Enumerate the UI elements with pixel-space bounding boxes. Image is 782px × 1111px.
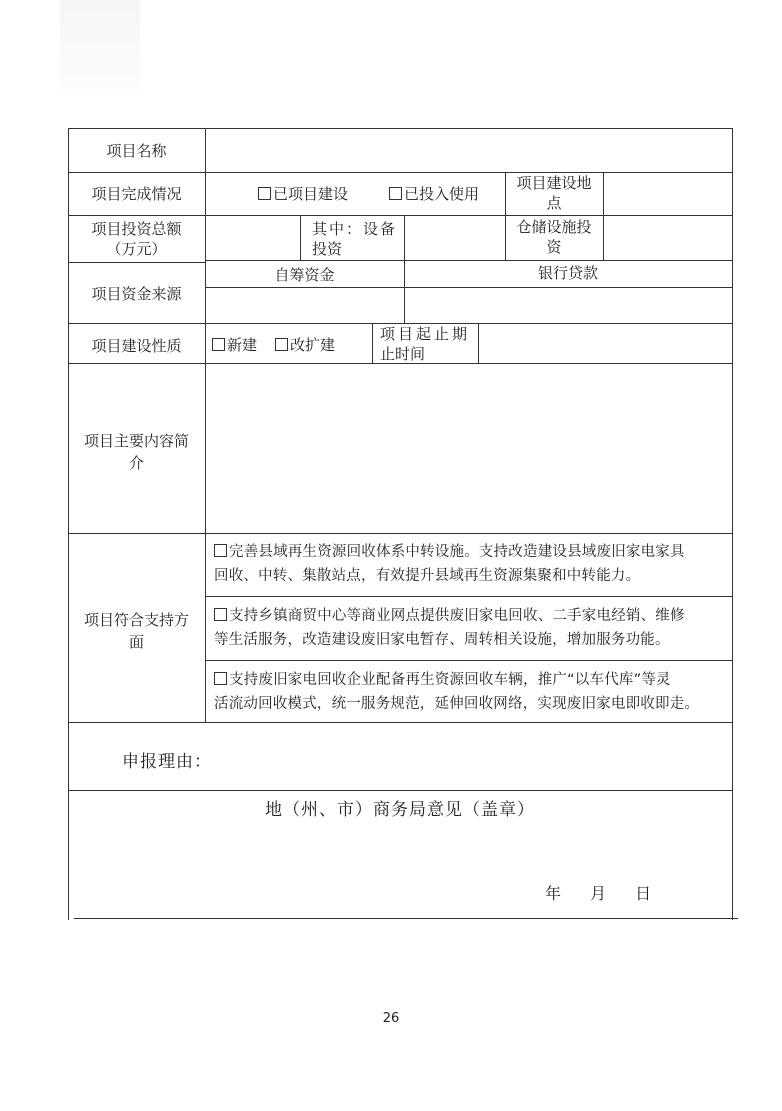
checkbox-icon	[212, 338, 225, 351]
checkbox-icon	[214, 608, 227, 621]
option-new-build[interactable]	[212, 335, 257, 355]
label-equipment-l1: 其中：设备	[312, 220, 398, 238]
option-project-construction[interactable]	[258, 184, 348, 204]
label-reason: 申报理由：	[122, 752, 212, 772]
rule	[68, 722, 732, 723]
rule	[68, 172, 732, 173]
rule	[68, 533, 732, 534]
option-in-use[interactable]	[389, 184, 479, 204]
rule	[372, 323, 373, 363]
option-label: 已投入使用	[404, 185, 480, 203]
support-option-1-line1: 完善县域再生资源回收体系中转设施。支持改造建设县域废旧家电家具	[229, 544, 685, 560]
label-total-investment-l2: （万元）	[106, 240, 167, 258]
rule	[74, 918, 738, 919]
support-option-2[interactable]	[214, 604, 729, 652]
checkbox-icon	[389, 187, 402, 200]
checkbox-icon	[214, 672, 227, 685]
label-date: 年 月 日	[545, 884, 652, 903]
rule	[68, 215, 732, 216]
label-self-raised: 自筹资金	[274, 266, 335, 284]
support-option-2-line2: 等生活服务，改造建设废旧家电暂存、周转相关设施，增加服务功能。	[214, 632, 670, 648]
rule	[205, 660, 732, 661]
label-storage-l2: 资	[546, 238, 562, 256]
rule	[478, 323, 479, 363]
rule	[205, 287, 732, 288]
support-option-1[interactable]	[214, 540, 729, 588]
option-renovation[interactable]	[275, 335, 335, 355]
label-construction-nature: 项目建设性质	[91, 337, 182, 355]
checkbox-icon	[275, 338, 288, 351]
label-bureau-opinion: 地（州、市）商务局意见（盖章）	[265, 800, 535, 820]
rule	[732, 128, 733, 920]
label-location-l1: 项目建设地	[516, 174, 592, 192]
label-funding-source: 项目资金来源	[91, 285, 182, 303]
checkbox-icon	[214, 544, 227, 557]
support-option-2-line1: 支持乡镇商贸中心等商业网点提供废旧家电回收、二手家电经销、维修	[229, 608, 685, 624]
label-summary-l1: 项目主要内容简	[83, 432, 189, 450]
label-equipment-l2: 投资	[312, 240, 343, 258]
rule	[205, 596, 732, 597]
rule	[603, 172, 604, 260]
label-total-investment-l1: 项目投资总额	[91, 220, 182, 238]
option-label: 已项目建设	[273, 185, 349, 203]
label-bank-loan: 银行贷款	[537, 264, 598, 282]
support-option-3-line1: 支持废旧家电回收企业配备再生资源回收车辆，推广“以车代库”等灵	[229, 672, 671, 688]
label-location-l2: 点	[546, 194, 562, 212]
label-summary-l2: 介	[128, 454, 144, 472]
rule	[68, 128, 732, 129]
rule	[68, 790, 732, 791]
rule	[68, 262, 206, 263]
support-option-3[interactable]	[214, 668, 729, 716]
rule	[205, 128, 206, 722]
label-storage-l1: 仓储设施投	[516, 218, 592, 236]
label-support-l1: 项目符合支持方	[83, 611, 189, 629]
option-label: 新建	[227, 336, 258, 354]
rule	[300, 215, 301, 260]
label-support-l2: 面	[128, 633, 144, 651]
label-completion-status: 项目完成情况	[91, 185, 182, 203]
option-label: 改扩建	[290, 336, 336, 354]
label-period-l2: 止时间	[380, 345, 426, 363]
support-option-1-line2: 回收、中转、集散站点，有效提升县域再生资源集聚和中转能力。	[214, 568, 641, 584]
rule	[205, 260, 732, 261]
scan-shadow	[60, 0, 140, 90]
support-option-3-line2: 活流动回收模式，统一服务规范，延伸回收网络，实现废旧家电即收即走。	[214, 696, 700, 712]
page-number: 26	[382, 1011, 400, 1026]
label-period-l1: 项目起止期	[380, 325, 471, 343]
label-project-name: 项目名称	[106, 142, 167, 160]
checkbox-icon	[258, 187, 271, 200]
